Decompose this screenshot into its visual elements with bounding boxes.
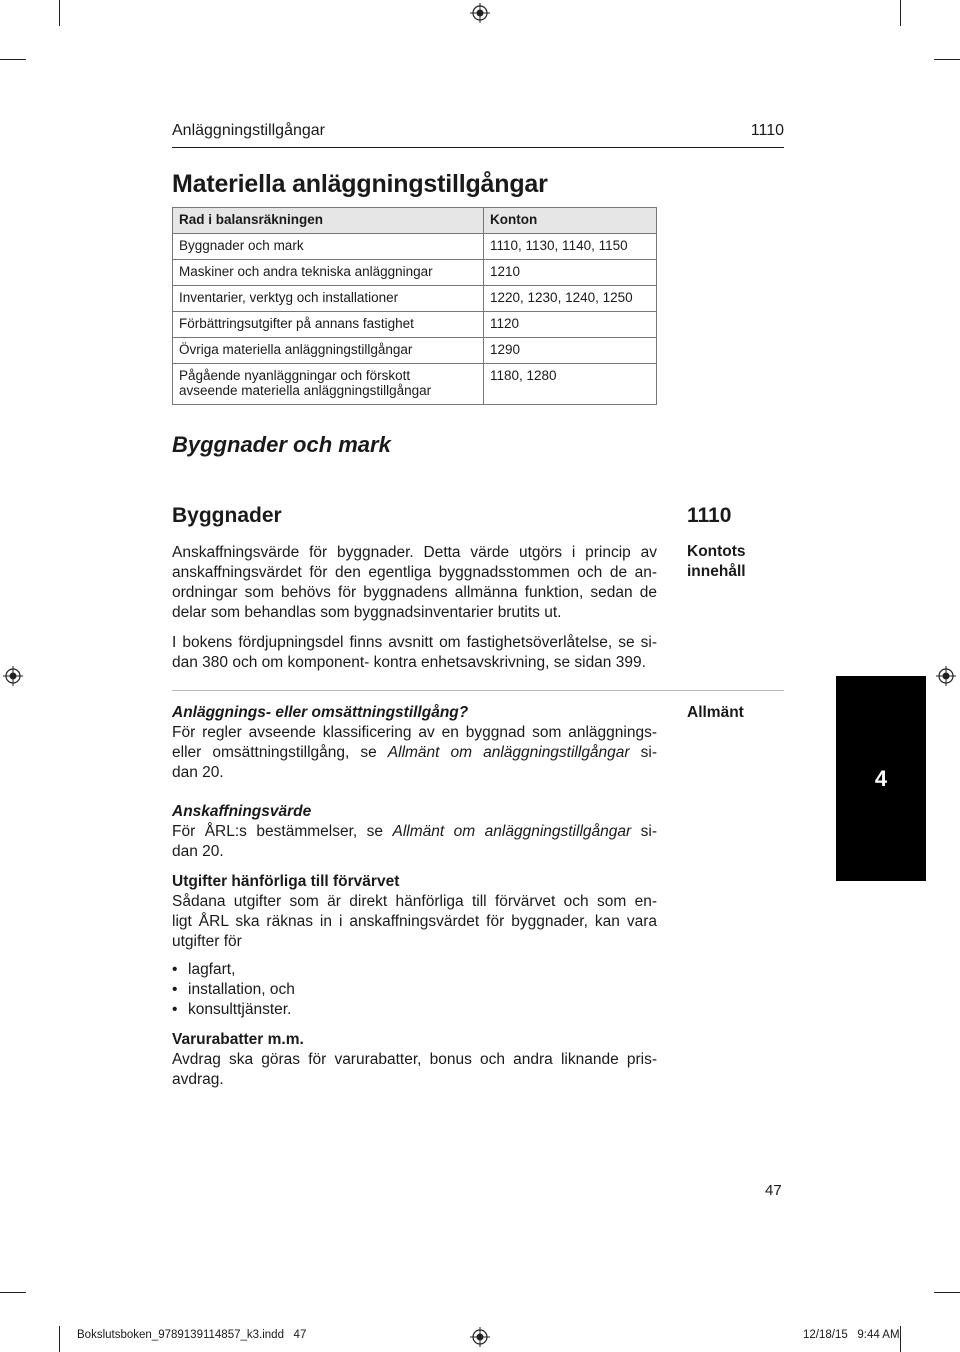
table-row bbox=[173, 234, 657, 260]
paragraph-heading: Utgifter hänförliga till förvärvet bbox=[172, 873, 400, 890]
crop-mark bbox=[900, 1326, 901, 1352]
text-line: Sådana utgifter som är direkt hänförliga till förvärvet och som en- bbox=[172, 893, 657, 910]
chapter-tab: 4 bbox=[836, 676, 926, 881]
row-label: Pågående nyanläggningar och förskott bbox=[179, 368, 411, 383]
text-run: si- bbox=[631, 823, 657, 840]
registration-mark-icon bbox=[3, 666, 23, 686]
crop-mark bbox=[934, 59, 960, 60]
registration-mark-icon bbox=[470, 3, 490, 23]
page-title: Materiella anläggningstillgångar bbox=[172, 170, 548, 198]
table-cell bbox=[173, 260, 484, 286]
list-item: • lagfart, bbox=[172, 960, 295, 980]
running-head-title: Anläggningstillgångar bbox=[172, 122, 325, 139]
paragraph bbox=[172, 633, 657, 673]
text-line: Anskaffningsvärde för byggnader. Detta värde utgörs i princip av bbox=[172, 544, 657, 561]
text-line: I bokens fördjupningsdel finns avsnitt om fastighetsöverlåtelse, se si- bbox=[172, 634, 657, 651]
table-cell: 1210 bbox=[484, 260, 657, 286]
text-line: ligt ÅRL ska räknas in i anskaffningsvärdet för byggnader, kan vara bbox=[172, 913, 657, 930]
text-line: avdrag. bbox=[172, 1071, 224, 1088]
paragraph-heading: Anläggnings- eller omsättningstillgång? bbox=[172, 704, 469, 721]
text-line: anskaffningsvärdet för den egentliga byggnadsstommen och de an- bbox=[172, 564, 657, 581]
crop-mark bbox=[0, 59, 26, 60]
paragraph-heading: Anskaffningsvärde bbox=[172, 803, 312, 820]
text-line: Avdrag ska göras för varurabatter, bonus och andra liknande pris- bbox=[172, 1051, 657, 1068]
subsection-title: Byggnader bbox=[172, 504, 282, 527]
text-run: si- bbox=[629, 744, 657, 761]
cross-reference: Allmänt om anläggningstillgångar bbox=[387, 744, 630, 761]
table-cell bbox=[173, 286, 484, 312]
table-header-row bbox=[173, 208, 657, 234]
paragraph bbox=[172, 543, 657, 623]
table-cell: 1290 bbox=[484, 338, 657, 364]
table-cell: 1180, 1280 bbox=[484, 364, 657, 405]
row-label: Maskiner och andra tekniska anläggningar bbox=[179, 264, 433, 279]
row-label: Inventarier, verktyg och installationer bbox=[179, 290, 399, 305]
crop-mark bbox=[934, 1292, 960, 1293]
text-line bbox=[172, 822, 657, 842]
text-line: För regler avseende klassificering av en byggnad som anläggnings- bbox=[172, 724, 657, 741]
cross-reference: Allmänt om anläggningstillgångar bbox=[392, 823, 632, 840]
table-cell bbox=[173, 312, 484, 338]
account-number: 1110 bbox=[687, 504, 732, 527]
table-row bbox=[173, 338, 657, 364]
slug-date: 12/18/15 9:44 AM bbox=[803, 1329, 900, 1341]
table-row bbox=[173, 312, 657, 338]
side-label bbox=[687, 542, 746, 582]
text-line: delar som behandlas som byggnadsinventarier brutits ut. bbox=[172, 604, 562, 621]
crop-mark bbox=[59, 0, 60, 26]
paragraph bbox=[172, 703, 657, 783]
table-cell: 1220, 1230, 1240, 1250 bbox=[484, 286, 657, 312]
table-cell: 1110, 1130, 1140, 1150 bbox=[484, 234, 657, 260]
header-rule bbox=[172, 147, 784, 148]
text-line: utgifter för bbox=[172, 933, 242, 950]
crop-mark bbox=[0, 1292, 26, 1293]
table-row bbox=[173, 260, 657, 286]
text-run: För ÅRL:s bestämmelser, se bbox=[172, 823, 393, 840]
crop-mark bbox=[59, 1326, 60, 1352]
table-row bbox=[173, 286, 657, 312]
paragraph bbox=[172, 1030, 657, 1090]
slug-file-info: Bokslutsboken_9789139114857_k3.indd 47 bbox=[77, 1329, 307, 1341]
side-label-line: Kontots bbox=[687, 543, 746, 560]
table-cell bbox=[173, 364, 484, 405]
table-header-cell: Konton bbox=[484, 208, 657, 234]
table-row bbox=[173, 364, 657, 405]
running-head-number: 1110 bbox=[750, 122, 784, 139]
accounts-table bbox=[172, 207, 657, 405]
registration-mark-icon bbox=[470, 1327, 490, 1347]
paragraph bbox=[172, 802, 657, 862]
table-cell: 1120 bbox=[484, 312, 657, 338]
row-label-continued: avseende materiella anläggningstillgångar bbox=[179, 383, 432, 398]
bullet-list bbox=[172, 960, 295, 1020]
page-number: 47 bbox=[765, 1182, 782, 1199]
text-line: dan 380 och om komponent- kontra enhetsavskrivning, se sidan 399. bbox=[172, 654, 646, 671]
table-cell bbox=[173, 338, 484, 364]
text-run: eller omsättningstillgång, se bbox=[172, 744, 388, 761]
registration-mark-icon bbox=[936, 666, 956, 686]
paragraph bbox=[172, 872, 657, 952]
list-item: • konsulttjänster. bbox=[172, 1000, 295, 1020]
text-line: ordningar som behövs för byggnadens allmänna funktion, sedan de bbox=[172, 584, 657, 601]
crop-mark bbox=[900, 0, 901, 26]
text-line: dan 20. bbox=[172, 764, 224, 781]
side-label-allmant: Allmänt bbox=[687, 704, 744, 721]
row-label: Övriga materiella anläggningstillgångar bbox=[179, 342, 413, 357]
table-header-cell: Rad i balansräkningen bbox=[173, 208, 484, 234]
text-line bbox=[172, 743, 657, 763]
row-label: Förbättringsutgifter på annans fastighet bbox=[179, 316, 414, 331]
table-cell bbox=[173, 234, 484, 260]
side-label-line: innehåll bbox=[687, 563, 746, 580]
text-line: dan 20. bbox=[172, 843, 224, 860]
list-item: • installation, och bbox=[172, 980, 295, 1000]
paragraph-heading: Varurabatter m.m. bbox=[172, 1031, 304, 1048]
section-heading: Byggnader och mark bbox=[172, 432, 391, 457]
row-label: Byggnader och mark bbox=[179, 238, 304, 253]
section-divider bbox=[172, 690, 784, 691]
